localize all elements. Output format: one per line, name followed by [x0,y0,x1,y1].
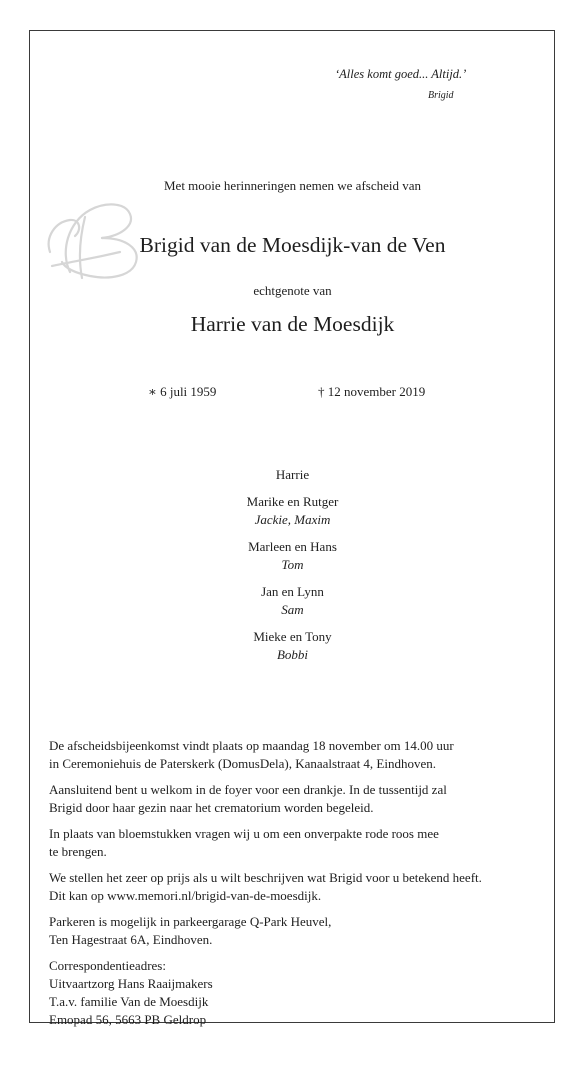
practical-info [49,737,549,1037]
spouse-name: Harrie van de Moesdijk [190,312,395,336]
info-line: Aansluitend bent u welkom in de foyer voor een drankje. In de tussentijd zal [49,782,447,797]
birth-date: ∗ 6 juli 1959 [148,384,217,399]
info-line: in Ceremoniehuis de Paterskerk (DomusDela), Kanaalstraat 4, Eindhoven. [49,756,436,771]
info-parking [49,913,549,949]
family-names: Marike en Rutger [246,494,339,509]
info-flowers [49,825,549,861]
info-line: Ten Hagestraat 6A, Eindhoven. [49,932,213,947]
info-line: Brigid door haar gezin naar het crematorium worden begeleid. [49,800,374,815]
quote-signature: Brigid [428,90,454,101]
death-date: † 12 november 2019 [318,384,426,399]
intro-text: Met mooie herinneringen nemen we afscheid van [163,178,422,193]
deceased-name: Brigid van de Moesdijk-van de Ven [139,233,446,257]
info-line: Parkeren is mogelijk in parkeergarage Q-Park Heuvel, [49,914,332,929]
quote-text: ‘Alles komt goed... Altijd.’ [335,67,467,81]
family-list [0,466,585,673]
family-names: Marleen en Hans [248,539,337,554]
family-children: Sam [281,602,304,617]
family-group [0,538,585,574]
spouse-label: echtgenote van [253,283,332,298]
family-group [0,628,585,664]
info-line: Uitvaartzorg Hans Raaijmakers [49,976,213,991]
family-group [0,466,585,484]
info-memories [49,869,549,905]
info-line: te brengen. [49,844,107,859]
info-ceremony [49,737,549,773]
info-line: In plaats van bloemstukken vragen wij u om een onverpakte rode roos mee [49,826,439,841]
family-children: Jackie, Maxim [254,512,331,527]
info-line: We stellen het zeer op prijs als u wilt beschrijven wat Brigid voor u betekend heeft. [49,870,482,885]
info-reception [49,781,549,817]
family-names: Jan en Lynn [261,584,324,599]
family-group [0,583,585,619]
info-line: Correspondentieadres: [49,958,166,973]
info-line: Dit kan op www.memori.nl/brigid-van-de-moesdijk. [49,888,322,903]
info-line: T.a.v. familie Van de Moesdijk [49,994,209,1009]
family-group [0,493,585,529]
family-children: Bobbi [276,647,309,662]
info-correspondence-address [49,957,549,1029]
family-names: Harrie [275,467,310,482]
family-children: Tom [281,557,304,572]
info-line: De afscheidsbijeenkomst vindt plaats op maandag 18 november om 14.00 uur [49,738,454,753]
family-names: Mieke en Tony [253,629,332,644]
info-line: Emopad 56, 5663 PB Geldrop [49,1012,207,1027]
